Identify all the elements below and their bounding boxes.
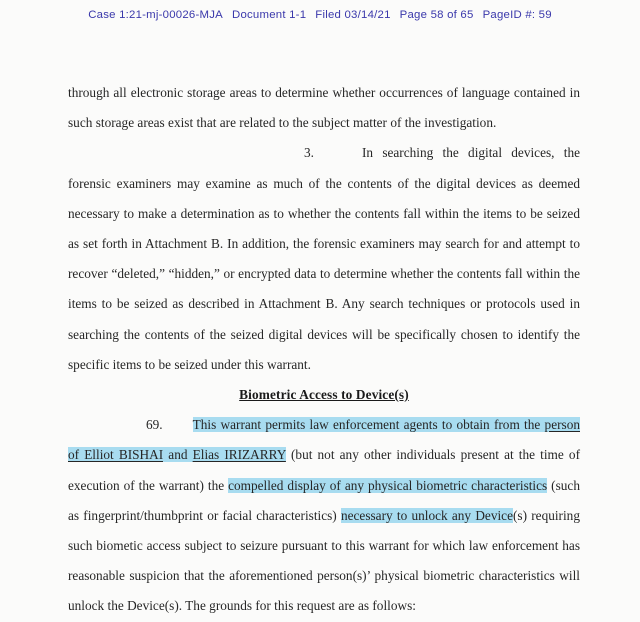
plain-run-3: (s) requiring such biometic access subject to seizure pursuant to this warrant for which law enforcement has reasonable suspicion that the aforementioned person(s)’ physical biometric characteristics will unlock the Device(s). The grounds for this request are as follows: — [68, 507, 580, 614]
section-heading-biometric-access — [68, 380, 580, 410]
highlighted-run-necessary-to-unlock: necessary to unlock any Device — [340, 507, 513, 523]
header-pageid: PageID #: 59 — [482, 9, 552, 21]
highlighted-run-conjunction: and — [163, 447, 193, 463]
paragraph-3-text: In searching the digital devices, the forensic examiners may examine as much of the contents of the digital devices as deemed necessary to make a determination as to whether the contents fall within the items to be seized as set forth in Attachment B. In addition, the forensic examiners may search for and attempt to recover “deleted,” “hidden,” or encrypted data to determine whether the contents fall within the items to be seized as described in Attachment B. Any search techniques or protocols used in searching the contents of the seized digital devices will be specifically chosen to identify the specific items to be seized under this warrant. — [68, 145, 580, 372]
paragraph-69 — [68, 410, 580, 621]
highlighted-underlined-person-elias-irizarry: Elias IRIZARRY — [192, 447, 286, 463]
text-column — [68, 78, 580, 622]
plain-run-2: (such as fingerprint/thumbprint or facial characteristics) — [68, 477, 580, 523]
header-filed-date: Filed 03/14/21 — [315, 9, 391, 21]
paragraph-69-number: 69. — [146, 417, 163, 433]
ecf-header-line — [88, 9, 552, 21]
highlighted-underlined-person-elliot-bishai: person of Elliot BISHAI — [68, 417, 580, 463]
section-heading-label: Biometric Access to Device(s) — [239, 387, 409, 403]
plain-run-1: (but not any other individuals present at the time of execution of the warrant) the — [68, 447, 580, 493]
header-document-number: Document 1-1 — [231, 9, 307, 21]
header-case-number: Case 1:21-mj-00026-MJA — [88, 9, 223, 21]
paragraph-continued — [68, 78, 580, 138]
paragraph-3-number: 3. — [304, 145, 314, 161]
header-page-number: Page 58 of 65 — [399, 9, 474, 21]
paragraph-3 — [68, 138, 580, 380]
paragraph-continued-text: through all electronic storage areas to determine whether occurrences of language contained in such storage areas exist that are related to the subject matter of the investigation. — [68, 85, 580, 131]
highlighted-run-compelled-display: compelled display of any physical biometric characteristics — [228, 477, 548, 493]
highlighted-run-1: This warrant permits law enforcement agents to obtain from the — [192, 417, 545, 433]
document-page — [0, 30, 640, 622]
ecf-header-stamp — [0, 0, 640, 30]
